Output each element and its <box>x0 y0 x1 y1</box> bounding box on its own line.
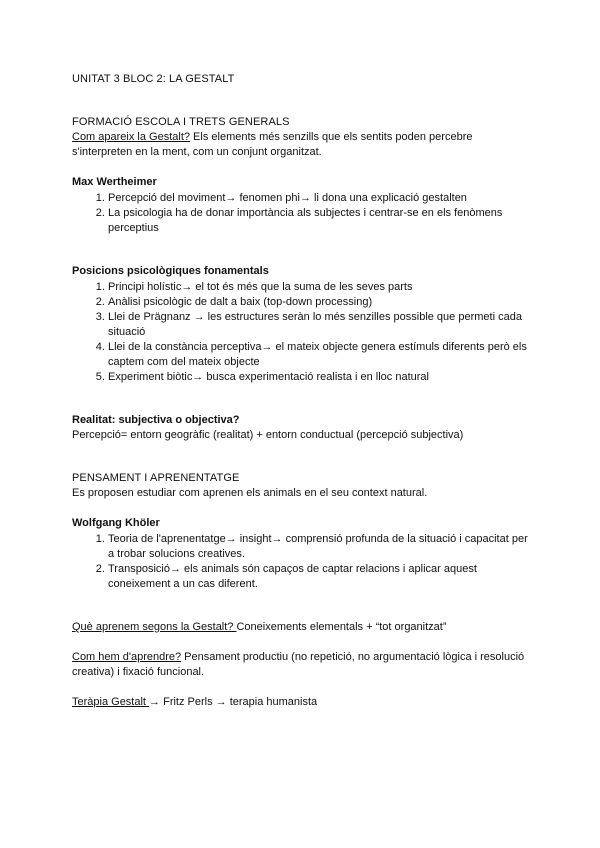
paragraph-com-apareix <box>72 130 532 160</box>
section-heading-formacio: FORMACIÓ ESCOLA I TRETS GENERALS <box>72 116 290 128</box>
heading-posicions: Posicions psicològiques fonamentals <box>72 265 269 277</box>
text-com-hem: Pensament productiu (no repetició, no argumentació lògica i resolució creativa) i fixació funcional. <box>72 651 525 678</box>
paragraph-percepcio: Percepció= entorn geogràfic (realitat) + entorn conductual (percepció subjectiva) <box>72 429 464 441</box>
paragraph-com-hem <box>72 650 532 680</box>
paragraph-que-aprenem <box>72 620 532 635</box>
section-heading-pensament: PENSAMENT I APRENENTATGE <box>72 472 240 484</box>
link-com-apareix[interactable]: Com apareix la Gestalt? <box>72 131 190 143</box>
document-title: UNITAT 3 BLOC 2: LA GESTALT <box>72 73 235 85</box>
heading-wolfgang-kholer: Wolfgang Khöler <box>72 517 160 529</box>
list-item: 1. Teoria de l'aprenentatge→ insight→ comprensió profunda de la situació i capacitat per a trobar solucions creatives. <box>108 532 532 562</box>
text-que-aprenem: Coneixements elementals + “tot organitzat” <box>236 621 447 633</box>
link-que-aprenem[interactable]: Què aprenem segons la Gestalt? <box>72 621 237 633</box>
list-item: 2. Transposició→ els animals són capaços de captar relacions i aplicar aquest coneixement a un cas diferent. <box>108 562 532 592</box>
text-com-apareix: Els elements més senzills que els sentits poden percebre s'interpreten en la ment, com un conjunt organitzat. <box>72 131 473 158</box>
list-wertheimer <box>72 191 532 236</box>
document-page <box>72 72 532 710</box>
paragraph-pensament: Es proposen estudiar com aprenen els animals en el seu context natural. <box>72 487 428 499</box>
list-item: 2. La psicologia ha de donar importància als subjectes i centrar-se en els fenòmens perceptius <box>108 206 532 236</box>
link-com-hem[interactable]: Com hem d'aprendre? <box>72 651 182 663</box>
list-item: 5. Experiment biòtic→ busca experimentació realista i en lloc natural <box>108 370 532 385</box>
list-posicions <box>72 280 532 385</box>
text-terapia: → Fritz Perls → terapia humanista <box>149 696 318 708</box>
list-item: 1. Principi holístic→ el tot és més que la suma de les seves parts <box>108 280 532 295</box>
paragraph-terapia <box>72 695 532 710</box>
list-item: 3. Llei de Prägnanz → les estructures seràn lo més senzilles possible que permeti cada situació <box>108 310 532 340</box>
heading-max-wertheimer: Max Wertheimer <box>72 176 157 188</box>
list-kholer <box>72 532 532 592</box>
list-item: 4. Llei de la constància perceptiva→ el mateix objecte genera estímuls diferents però els captem com del mateix objecte <box>108 340 532 370</box>
heading-realitat: Realitat: subjectiva o objectiva? <box>72 414 240 426</box>
list-item: 2. Anàlisi psicològic de dalt a baix (top-down processing) <box>108 295 532 310</box>
link-terapia-gestalt[interactable]: Teràpia Gestalt <box>72 696 150 708</box>
list-item: 1. Percepció del moviment→ fenomen phi→ li dona una explicació gestalten <box>108 191 532 206</box>
